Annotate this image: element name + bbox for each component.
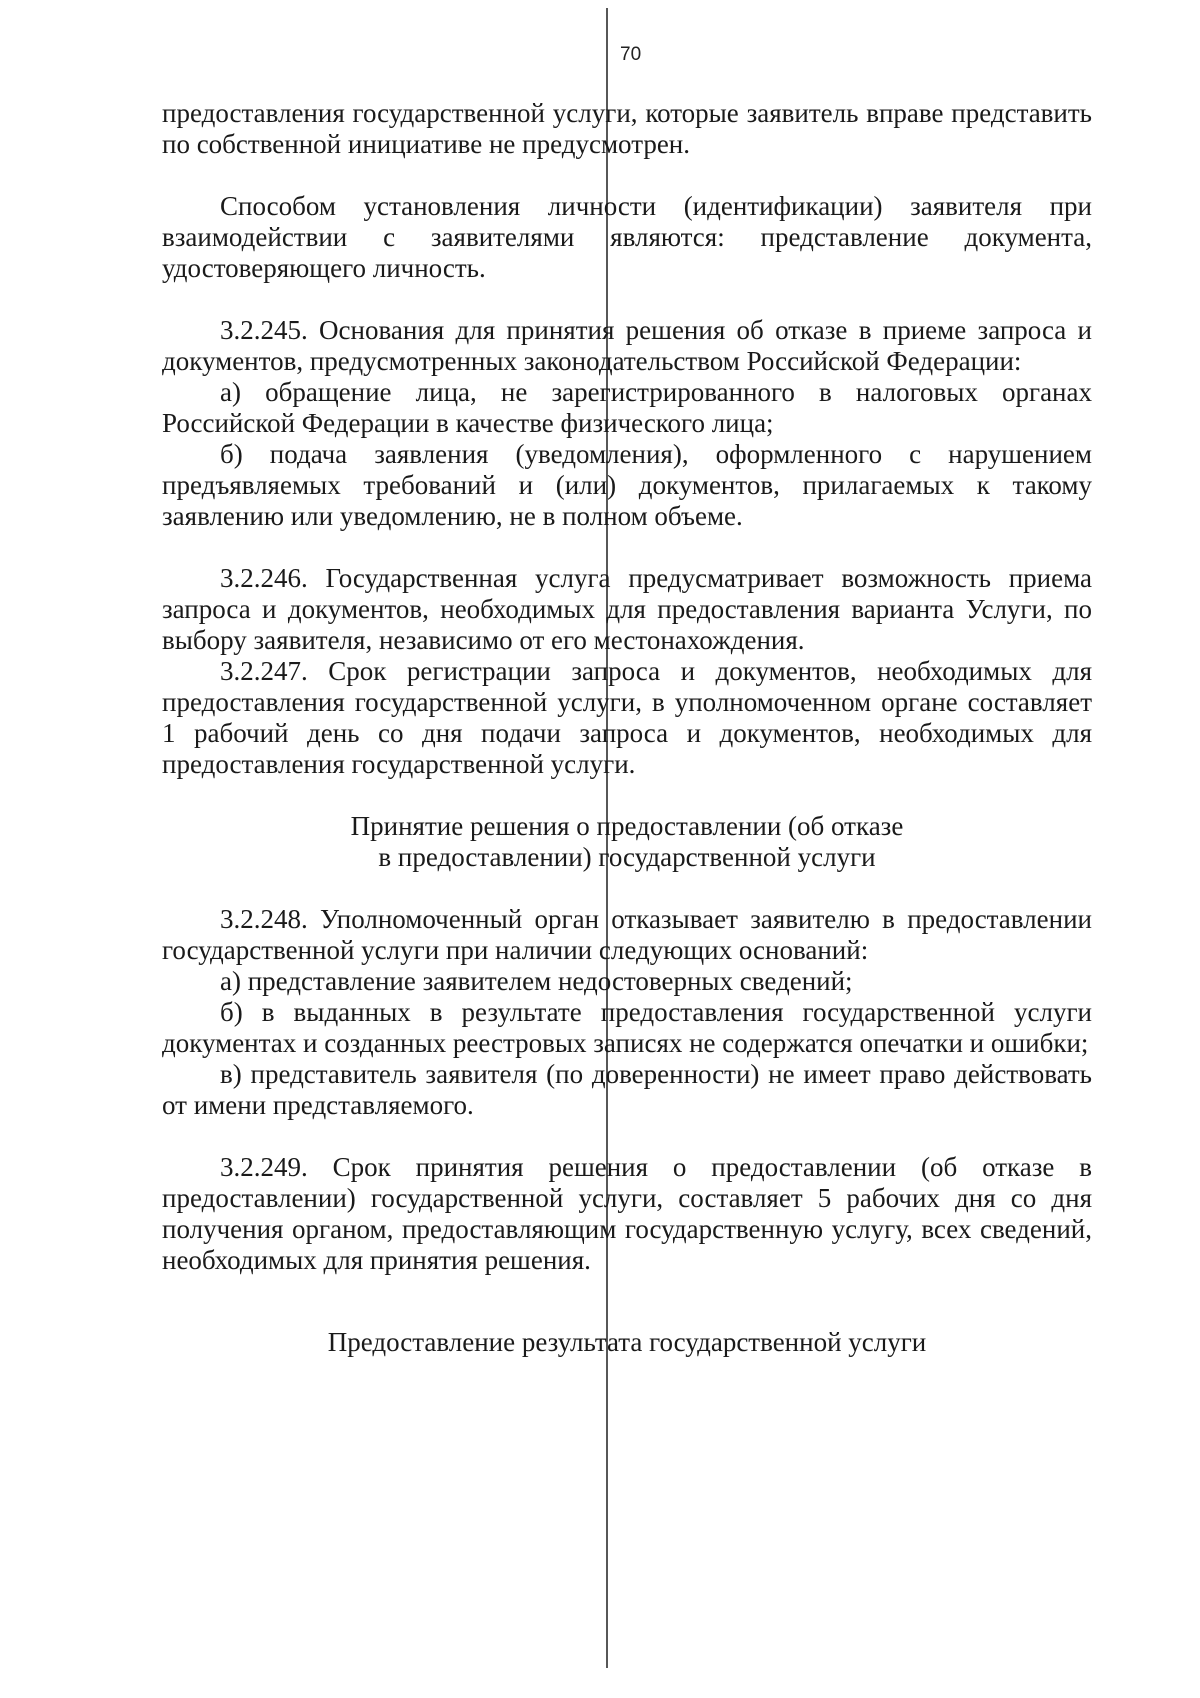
list-item-b: б) в выданных в результате предоставления государственной услуги документах и созданных реестровых записях не содержатся опечатки и ошибки; <box>162 997 1092 1058</box>
paragraph-3-2-246: 3.2.246. Государственная услуга предусматривает возможность приема запроса и документов, необходимых для предоставления варианта Услуги, по выбору заявителя, независимо от его местонахождения. <box>162 563 1092 655</box>
section-heading-decision-line2: в предоставлении) государственной услуги <box>378 842 876 872</box>
list-item-v: в) представитель заявителя (по доверенности) не имеет право действовать от имени представляемого. <box>162 1059 1092 1120</box>
paragraph-3-2-249: 3.2.249. Срок принятия решения о предоставлении (об отказе в предоставлении) государственной услуги, составляет 5 рабочих дня со дня получения органом, предоставляющим государственную услугу, всех сведений, необходимых для принятия решения. <box>162 1152 1092 1275</box>
paragraph-3-2-245: 3.2.245. Основания для принятия решения об отказе в приеме запроса и документов, предусмотренных законодательством Российской Федерации: <box>162 315 1092 376</box>
section-heading-decision-line1: Принятие решения о предоставлении (об отказе <box>350 811 904 841</box>
list-item-a: а) представление заявителем недостоверных сведений; <box>220 966 853 996</box>
list-item-b: б) подача заявления (уведомления), оформленного с нарушением предъявляемых требований и (или) документов, прилагаемых к такому заявлению или уведомлению, не в полном объеме. <box>162 439 1092 531</box>
list-item-a: а) обращение лица, не зарегистрированного в налоговых органах Российской Федерации в качестве физического лица; <box>162 377 1092 438</box>
document-body <box>162 98 1092 1358</box>
paragraph-identification: Способом установления личности (идентификации) заявителя при взаимодействии с заявителями являются: представление документа, удостоверяющего личность. <box>162 191 1092 283</box>
section-heading-result: Предоставление результата государственной услуги <box>327 1327 927 1357</box>
page-number: 70 <box>620 44 642 65</box>
paragraph-3-2-247: 3.2.247. Срок регистрации запроса и документов, необходимых для предоставления государственной услуги, в уполномоченном органе составляет 1 рабочий день со дня подачи запроса и документов, необходимых для предоставления государственной услуги. <box>162 656 1092 779</box>
paragraph-continuation: предоставления государственной услуги, которые заявитель вправе представить по собственной инициативе не предусмотрен. <box>162 98 1092 159</box>
paragraph-3-2-248: 3.2.248. Уполномоченный орган отказывает заявителю в предоставлении государственной услуги при наличии следующих оснований: <box>162 904 1092 965</box>
